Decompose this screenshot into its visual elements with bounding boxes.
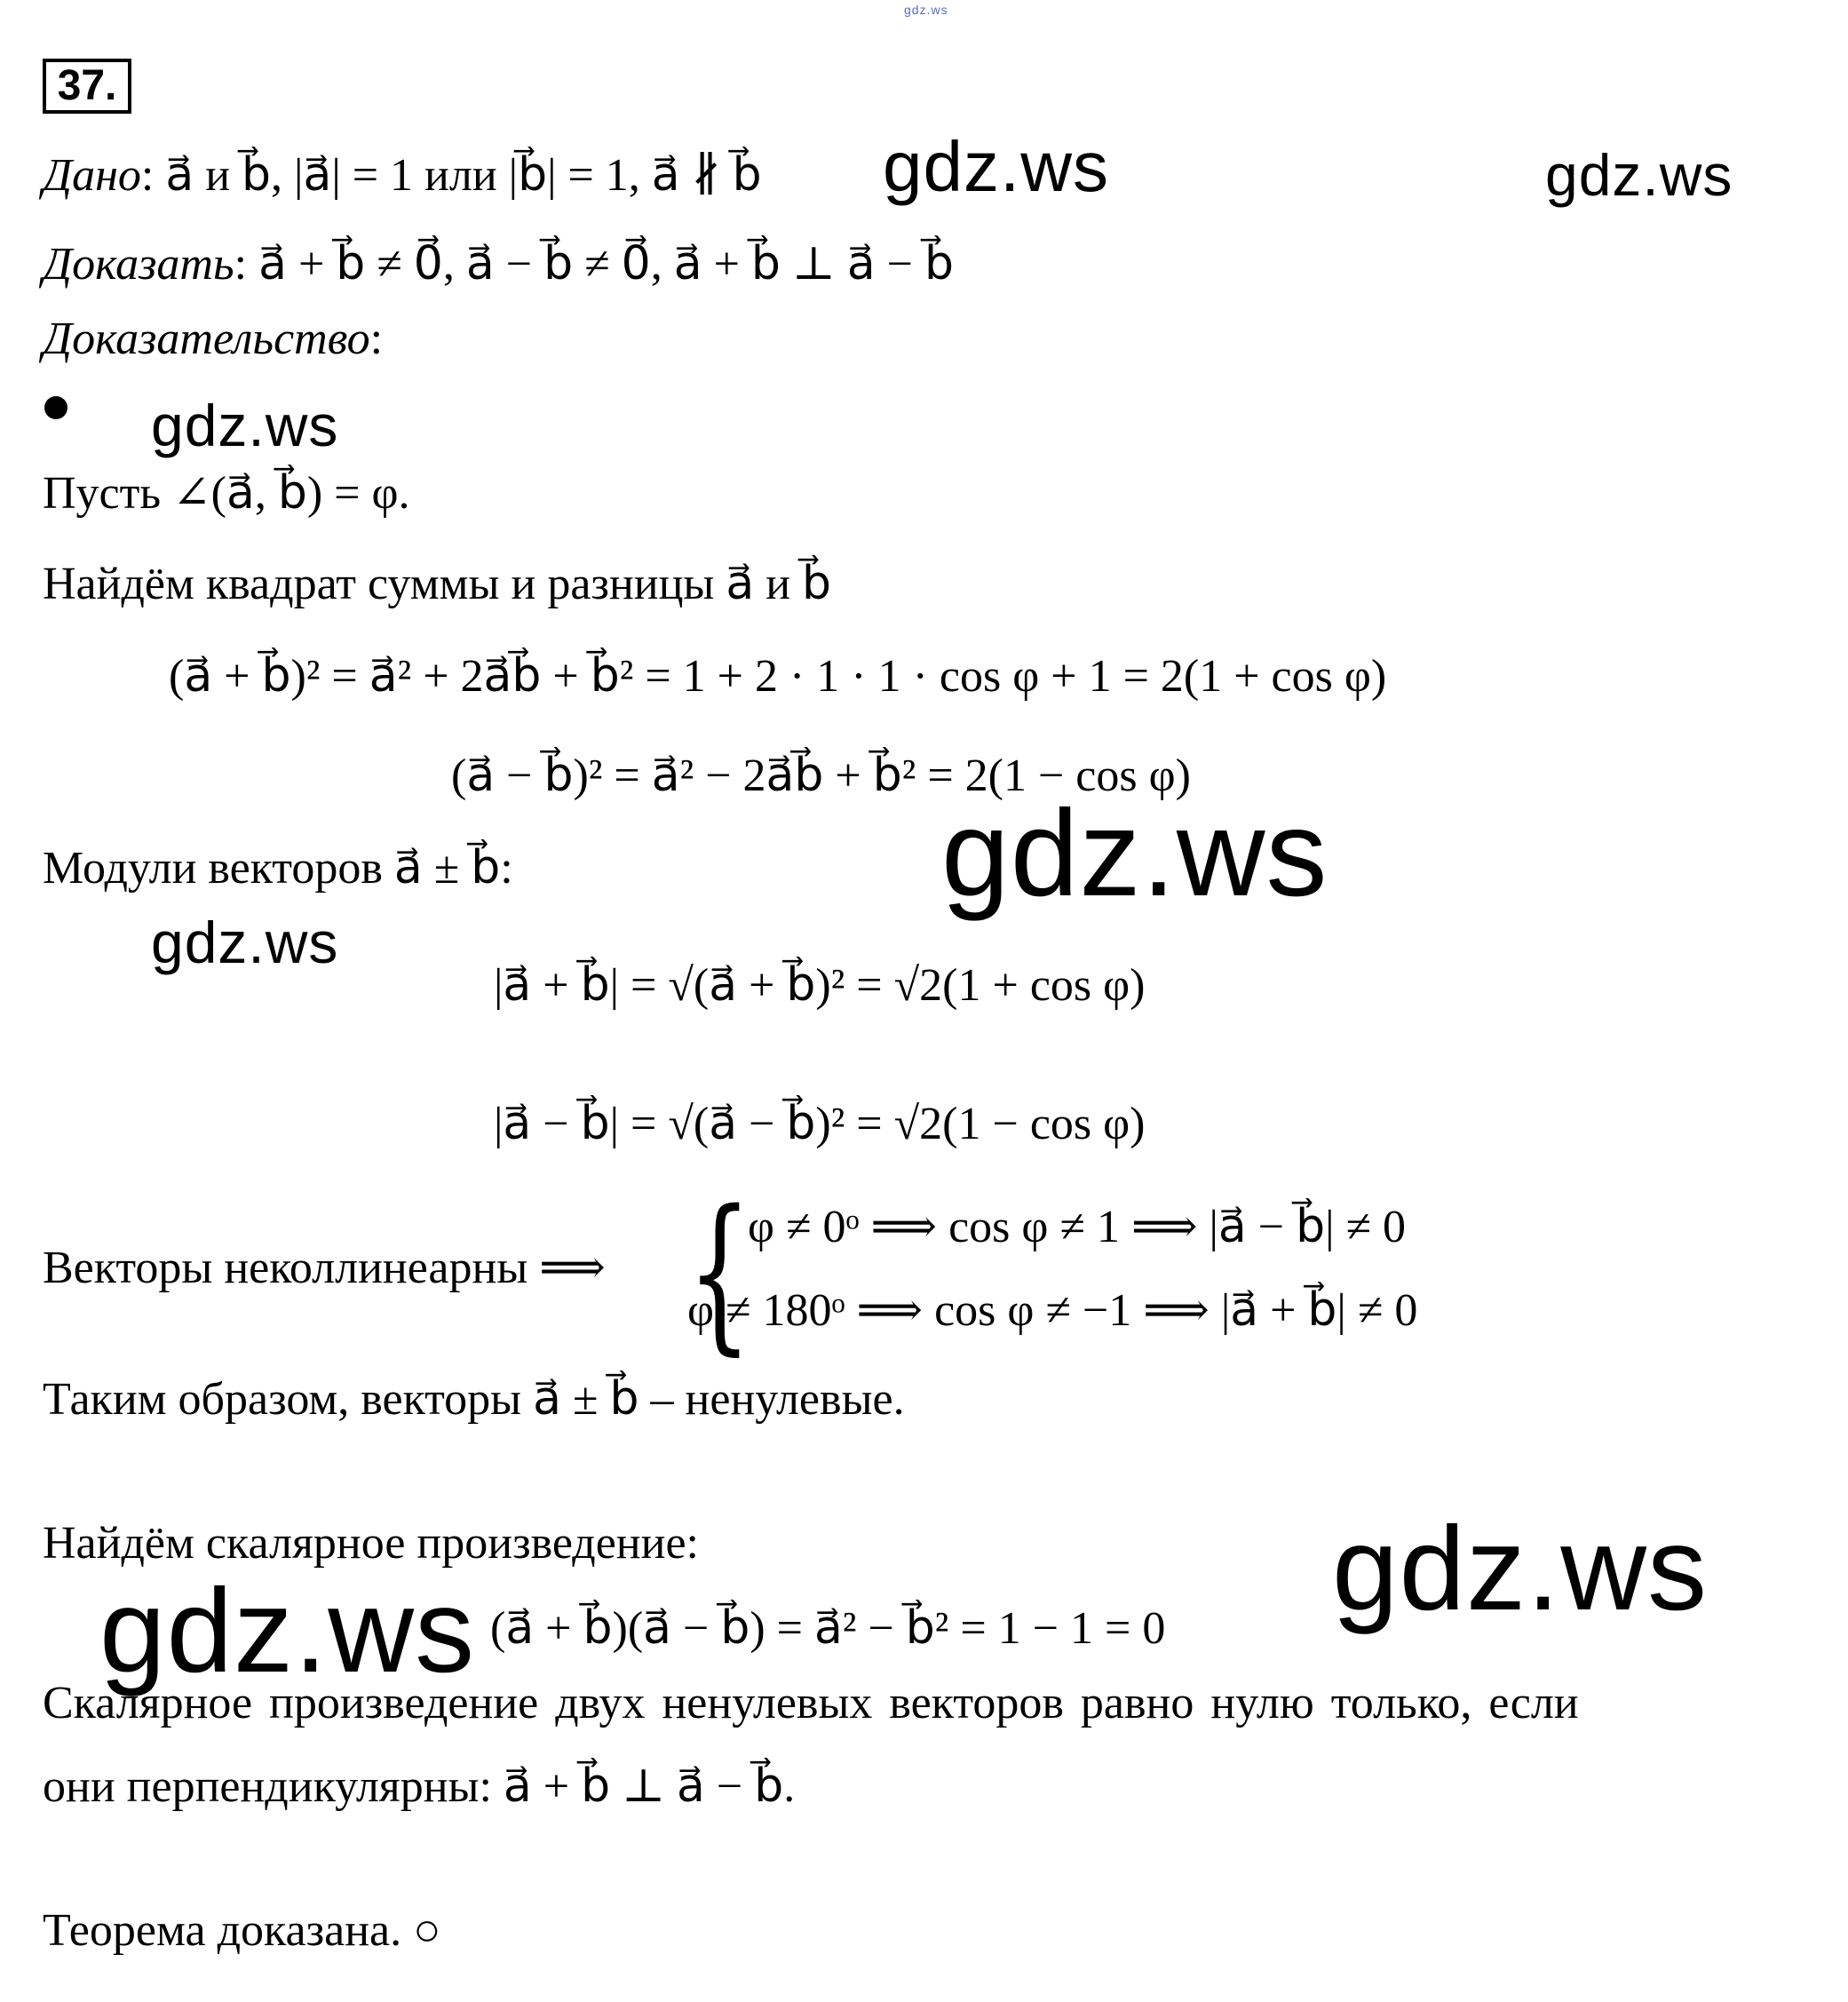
problem-number: 37. — [43, 59, 131, 114]
proof-colon: : — [369, 314, 384, 364]
case-2: φ ≠ 180ᵒ ⟹ cos φ ≠ −1 ⟹ |a⃗ + b⃗| ≠ 0 — [687, 1285, 1418, 1336]
qed-line: Теорема доказана. ○ — [43, 1905, 441, 1956]
proof-label: Доказательство — [43, 314, 370, 364]
prove-line — [43, 239, 955, 290]
perp-line-1: Скалярное произведение двух ненулевых векторов равно нулю только, если — [43, 1678, 1579, 1728]
equation-mod-sum: |a⃗ + b⃗| = √(a⃗ + b⃗)² = √2(1 + cos φ) — [494, 960, 1146, 1011]
watermark: gdz.ws — [1545, 142, 1733, 208]
bullet-dot — [44, 396, 67, 419]
nonzero-conclusion: Таким образом, векторы a⃗ ± b⃗ – ненулевые. — [43, 1374, 905, 1425]
watermark: gdz.ws — [883, 127, 1109, 206]
find-squares-line: Найдём квадрат суммы и разницы a⃗ и b⃗ — [43, 559, 832, 609]
given-text: : a⃗ и b⃗, |a⃗| = 1 или |b⃗| = 1, a⃗ ∦ b⃗ — [140, 150, 762, 201]
watermark: gdz.ws — [1332, 1503, 1709, 1635]
watermark: gdz.ws — [151, 393, 339, 458]
case-1: φ ≠ 0ᵒ ⟹ cos φ ≠ 1 ⟹ |a⃗ − b⃗| ≠ 0 — [748, 1202, 1407, 1252]
perp-line-2: они перпендикулярны: a⃗ + b⃗ ⊥ a⃗ − b⃗. — [43, 1761, 796, 1812]
equation-diff-square: (a⃗ − b⃗)² = a⃗² − 2a⃗b⃗ + b⃗² = 2(1 − cos φ) — [451, 751, 1191, 801]
proof-line — [43, 316, 383, 362]
find-dot-line: Найдём скалярное произведение: — [43, 1518, 699, 1569]
watermark: gdz.ws — [151, 910, 339, 975]
equation-sum-square: (a⃗ + b⃗)² = a⃗² + 2a⃗b⃗ + b⃗² = 1 + 2 · 1 · 1 · cos φ + 1 = 2(1 + cos φ) — [169, 651, 1387, 702]
equation-dot-product: (a⃗ + b⃗)(a⃗ − b⃗) = a⃗² − b⃗² = 1 − 1 = 0 — [490, 1603, 1166, 1654]
watermark: gdz.ws — [941, 785, 1328, 922]
prove-label: Доказать — [43, 239, 234, 290]
noncollinear-label: Векторы неколлинеарны ⟹ — [43, 1243, 606, 1293]
let-line: Пусть ∠(a⃗, b⃗) = φ. — [43, 468, 410, 519]
equation-mod-diff: |a⃗ − b⃗| = √(a⃗ − b⃗)² = √2(1 − cos φ) — [494, 1099, 1146, 1149]
watermark-tiny: gdz.ws — [904, 3, 948, 17]
moduli-line: Модули векторов a⃗ ± b⃗: — [43, 843, 513, 894]
given-line — [43, 150, 762, 201]
system-brace: { — [687, 1174, 752, 1370]
prove-text: : a⃗ + b⃗ ≠ 0⃗, a⃗ − b⃗ ≠ 0⃗, a⃗ + b⃗ ⊥ a⃗ − b⃗ — [234, 239, 955, 290]
given-label: Дано — [43, 150, 141, 201]
watermark: gdz.ws — [99, 1565, 476, 1697]
